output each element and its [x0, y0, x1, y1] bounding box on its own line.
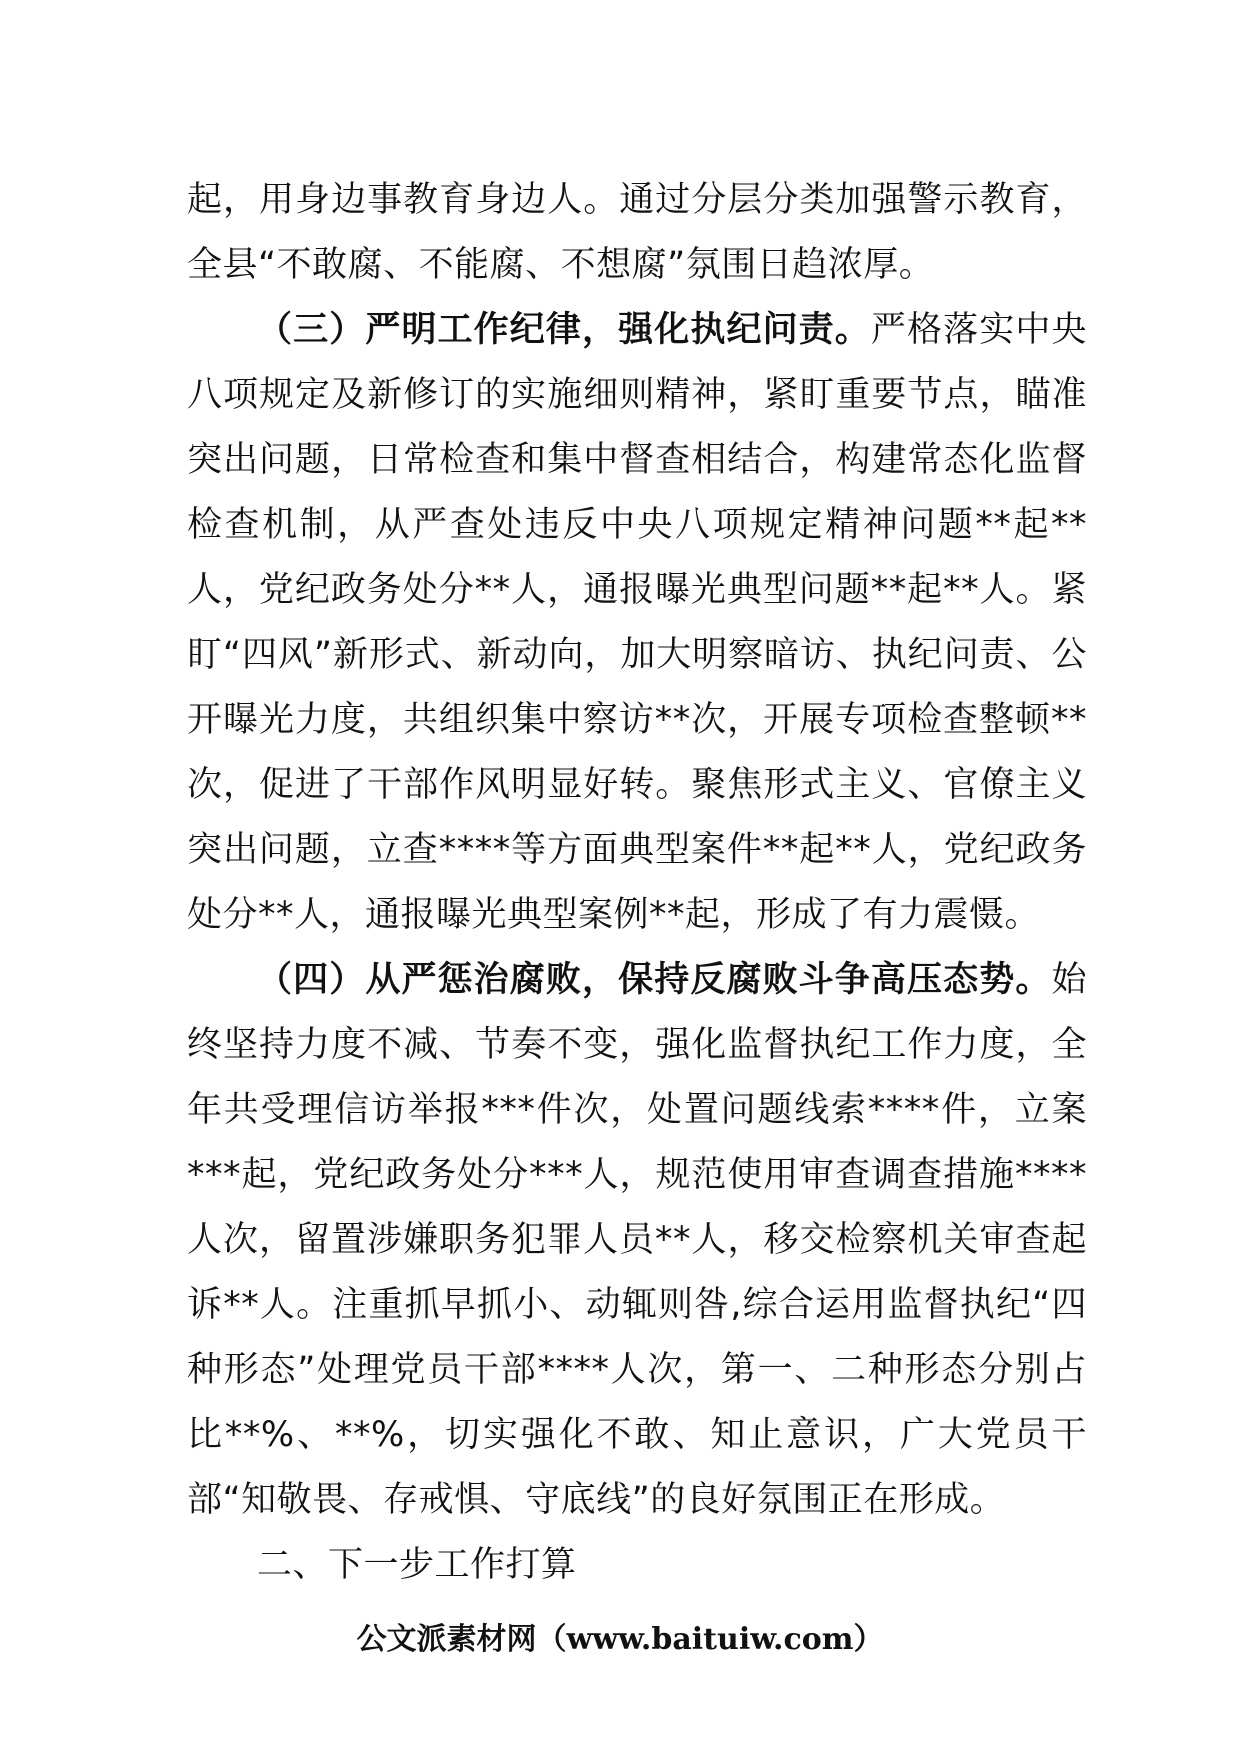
paragraph-section-3	[187, 298, 1087, 948]
paragraph-text: 始终坚持力度不减、节奏不变，强化监督执纪工作力度，全年共受理信访举报***件次，处置问题线索****件，立案***起，党纪政务处分***人，规范使用审查调查措施****人次，留置涉嫌职务犯罪人员**人，移交检察机关审查起诉**人。注重抓早抓小、动辄则咎,综合运用监督执纪“四种形态”处理党员干部****人次，第一、二种形态分别占比**%、**%，切实强化不敢、知止意识，广大党员干部“知敬畏、存戒惧、守底线”的良好氛围正在形成。	[187, 960, 1087, 1520]
paragraph-text: 二、下一步工作打算	[257, 1545, 577, 1585]
paragraph-text: 严格落实中央八项规定及新修订的实施细则精神，紧盯重要节点，瞄准突出问题，日常检查和集中督查相结合，构建常态化监督检查机制，从严查处违反中央八项规定精神问题**起**人，党纪政务处分**人，通报曝光典型问题**起**人。紧盯“四风”新形式、新动向，加大明察暗访、执纪问责、公开曝光力度，共组织集中察访**次，开展专项检查整顿**次，促进了干部作风明显好转。聚焦形式主义、官僚主义突出问题，立查****等方面典型案件**起**人，党纪政务处分**人，通报曝光典型案例**起，形成了有力震慑。	[187, 310, 1087, 935]
section-heading: （三）严明工作纪律，强化执纪问责。	[257, 310, 871, 350]
paragraph-continuation	[187, 168, 1087, 298]
paragraph-next-steps	[187, 1533, 1087, 1598]
footer-watermark: 公文派素材网（www.baituiw.com）	[356, 1622, 884, 1657]
section-heading: （四）从严惩治腐败，保持反腐败斗争高压态势。	[257, 960, 1052, 1000]
document-body	[187, 168, 1087, 1598]
paragraph-section-4	[187, 948, 1087, 1533]
paragraph-text: 起，用身边事教育身边人。通过分层分类加强警示教育，全县“不敢腐、不能腐、不想腐”氛围日趋浓厚。	[187, 180, 1087, 285]
